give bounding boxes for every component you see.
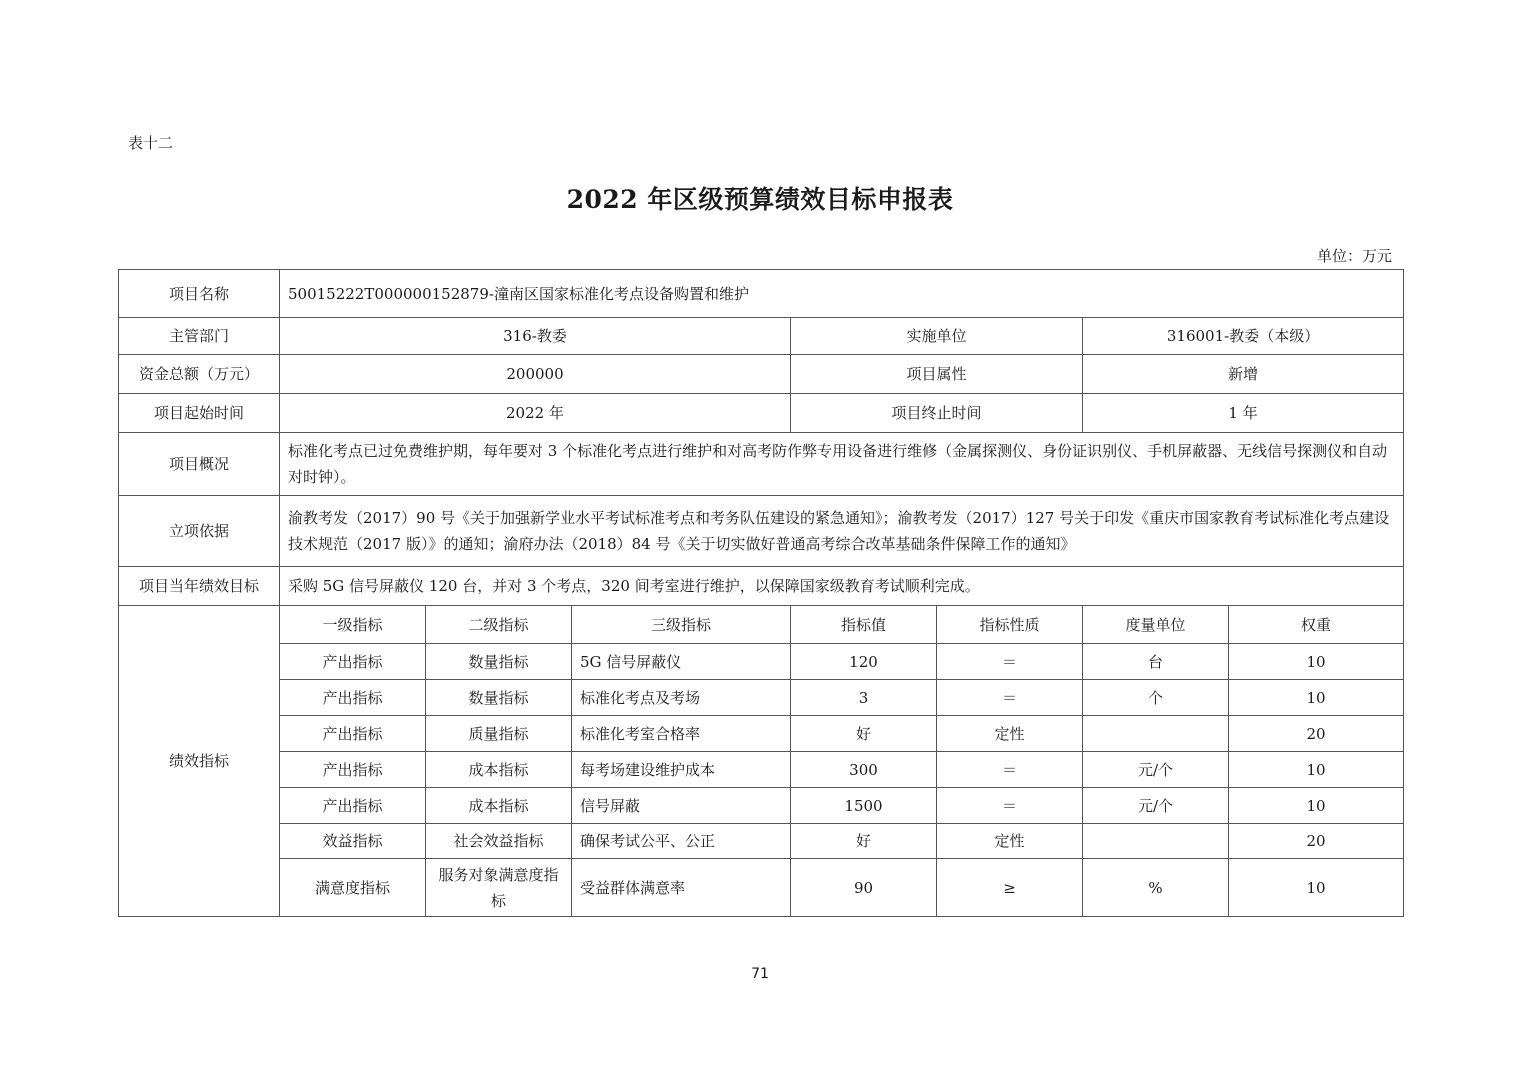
weight-cell: 10 <box>1229 644 1404 680</box>
level3-cell: 标准化考室合格率 <box>572 716 791 752</box>
level3-cell: 信号屏蔽 <box>572 788 791 824</box>
indicator-header-row <box>119 606 1404 644</box>
nature-cell: ＝ <box>937 788 1083 824</box>
level2-cell: 数量指标 <box>426 680 572 716</box>
implementing-unit-label: 实施单位 <box>791 318 1083 355</box>
total-funds-value: 200000 <box>280 355 791 394</box>
basis-value: 渝教考发（2017）90 号《关于加强新学业水平考试标准考点和考务队伍建设的紧急通知》；渝教考发（2017）127 号关于印发《重庆市国家教育考试标准化考点建设技术规范（2017 版）》的通知；渝府办法（2018）84 号《关于切实做好普通高考综合改革基础条件保障工作的通知》 <box>280 496 1404 567</box>
table-row <box>119 680 1404 716</box>
value-cell: 1500 <box>791 788 937 824</box>
level2-cell: 成本指标 <box>426 788 572 824</box>
weight-cell: 10 <box>1229 752 1404 788</box>
project-name-value: 50015222T000000152879-潼南区国家标准化考点设备购置和维护 <box>280 270 1404 318</box>
indicators-section-label: 绩效指标 <box>119 606 280 917</box>
level3-cell: 每考场建设维护成本 <box>572 752 791 788</box>
weight-cell: 20 <box>1229 716 1404 752</box>
value-cell: 好 <box>791 716 937 752</box>
nature-cell: 定性 <box>937 824 1083 859</box>
unit-cell <box>1083 716 1229 752</box>
table-row <box>119 859 1404 917</box>
weight-cell: 20 <box>1229 824 1404 859</box>
table-row <box>119 644 1404 680</box>
unit-cell: 元/个 <box>1083 788 1229 824</box>
weight-cell: 10 <box>1229 680 1404 716</box>
end-time-value: 1 年 <box>1083 394 1404 433</box>
project-attribute-value: 新增 <box>1083 355 1404 394</box>
unit-cell: 台 <box>1083 644 1229 680</box>
level3-cell: 受益群体满意率 <box>572 859 791 917</box>
level2-cell: 质量指标 <box>426 716 572 752</box>
table-row <box>119 752 1404 788</box>
row-project-name <box>119 270 1404 318</box>
table-tag: 表十二 <box>128 134 174 152</box>
level2-cell: 成本指标 <box>426 752 572 788</box>
project-attribute-label: 项目属性 <box>791 355 1083 394</box>
row-period <box>119 394 1404 433</box>
overview-value: 标准化考点已过免费维护期，每年要对 3 个标准化考点进行维护和对高考防作弊专用设备进行维修（金属探测仪、身份证识别仪、手机屏蔽器、无线信号探测仪和自动对时钟）。 <box>280 433 1404 496</box>
page-title: 2022 年区级预算绩效目标申报表 <box>566 185 954 214</box>
header-value: 指标值 <box>791 606 937 644</box>
level1-cell: 产出指标 <box>280 752 426 788</box>
overview-label: 项目概况 <box>119 433 280 496</box>
level1-cell: 产出指标 <box>280 716 426 752</box>
header-level3: 三级指标 <box>572 606 791 644</box>
goal-label: 项目当年绩效目标 <box>119 567 280 606</box>
department-label: 主管部门 <box>119 318 280 355</box>
level2-cell: 数量指标 <box>426 644 572 680</box>
nature-cell: ＝ <box>937 644 1083 680</box>
unit-label: 单位：万元 <box>1316 247 1392 265</box>
level2-cell: 服务对象满意度指标 <box>426 859 572 917</box>
unit-cell: % <box>1083 859 1229 917</box>
level3-cell: 确保考试公平、公正 <box>572 824 791 859</box>
header-level1: 一级指标 <box>280 606 426 644</box>
value-cell: 90 <box>791 859 937 917</box>
weight-cell: 10 <box>1229 788 1404 824</box>
value-cell: 300 <box>791 752 937 788</box>
budget-performance-table <box>118 269 1404 917</box>
value-cell: 好 <box>791 824 937 859</box>
level1-cell: 满意度指标 <box>280 859 426 917</box>
level1-cell: 产出指标 <box>280 680 426 716</box>
weight-cell: 10 <box>1229 859 1404 917</box>
unit-cell <box>1083 824 1229 859</box>
project-name-label: 项目名称 <box>119 270 280 318</box>
header-weight: 权重 <box>1229 606 1404 644</box>
header-nature: 指标性质 <box>937 606 1083 644</box>
row-basis <box>119 496 1404 567</box>
total-funds-label: 资金总额（万元） <box>119 355 280 394</box>
nature-cell: ＝ <box>937 752 1083 788</box>
level3-cell: 5G 信号屏蔽仪 <box>572 644 791 680</box>
header-unit: 度量单位 <box>1083 606 1229 644</box>
level2-cell: 社会效益指标 <box>426 824 572 859</box>
unit-cell: 元/个 <box>1083 752 1229 788</box>
nature-cell: 定性 <box>937 716 1083 752</box>
header-level2: 二级指标 <box>426 606 572 644</box>
table-row <box>119 716 1404 752</box>
row-funds <box>119 355 1404 394</box>
level1-cell: 产出指标 <box>280 788 426 824</box>
row-overview <box>119 433 1404 496</box>
end-time-label: 项目终止时间 <box>791 394 1083 433</box>
level1-cell: 效益指标 <box>280 824 426 859</box>
table-row <box>119 824 1404 859</box>
goal-value: 采购 5G 信号屏蔽仪 120 台，并对 3 个考点，320 间考室进行维护，以保障国家级教育考试顺利完成。 <box>280 567 1404 606</box>
department-value: 316-教委 <box>280 318 791 355</box>
nature-cell: ≥ <box>937 859 1083 917</box>
row-goal <box>119 567 1404 606</box>
value-cell: 120 <box>791 644 937 680</box>
start-time-value: 2022 年 <box>280 394 791 433</box>
unit-cell: 个 <box>1083 680 1229 716</box>
value-cell: 3 <box>791 680 937 716</box>
page-number: 71 <box>751 966 769 982</box>
start-time-label: 项目起始时间 <box>119 394 280 433</box>
level3-cell: 标准化考点及考场 <box>572 680 791 716</box>
basis-label: 立项依据 <box>119 496 280 567</box>
level1-cell: 产出指标 <box>280 644 426 680</box>
row-department <box>119 318 1404 355</box>
table-row <box>119 788 1404 824</box>
implementing-unit-value: 316001-教委（本级） <box>1083 318 1404 355</box>
nature-cell: ＝ <box>937 680 1083 716</box>
